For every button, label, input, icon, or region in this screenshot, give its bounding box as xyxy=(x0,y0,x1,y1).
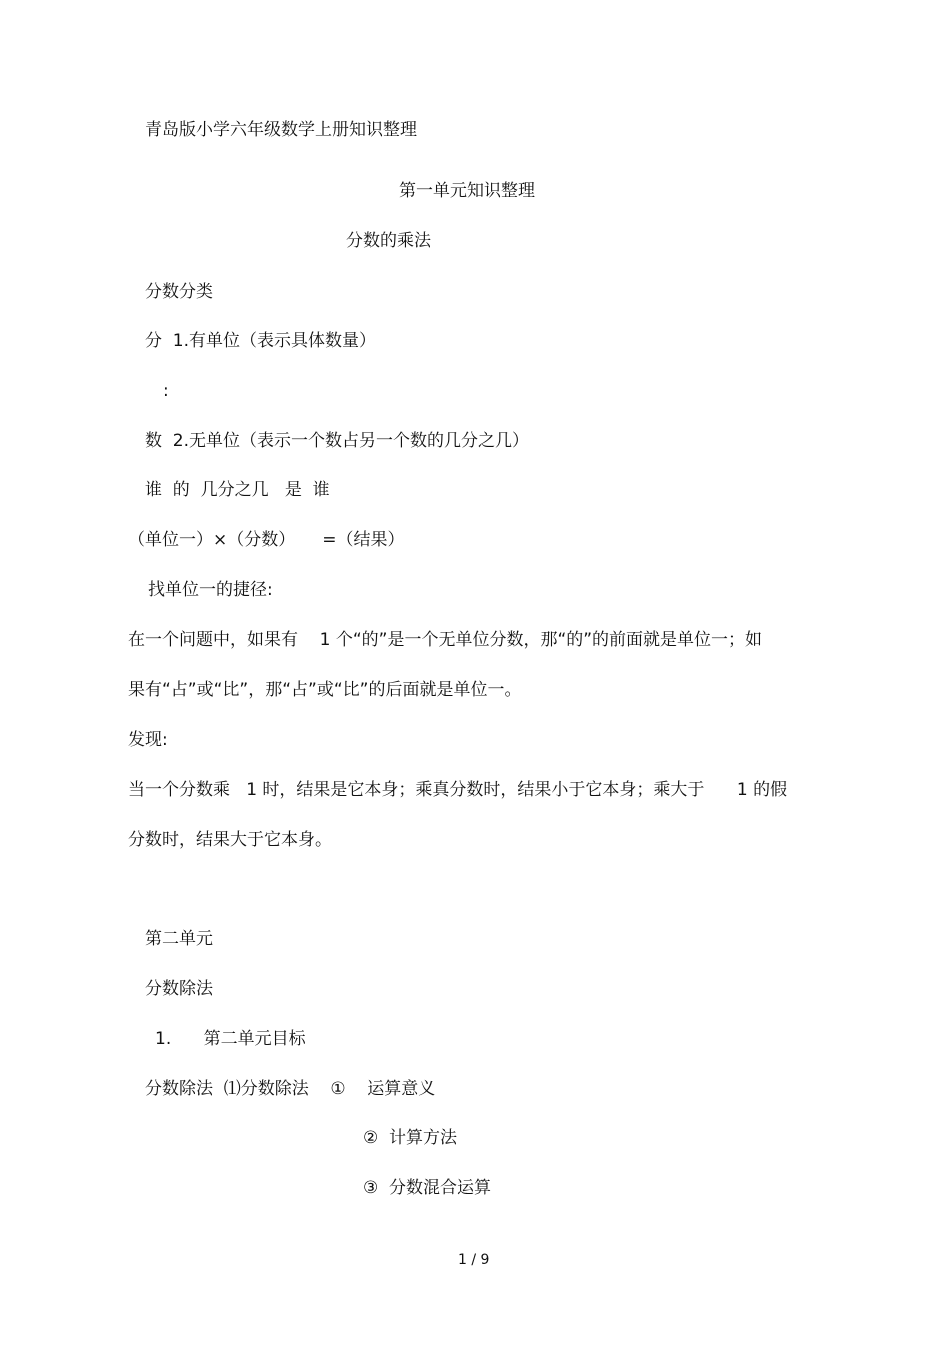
shortcut-paragraph-line-1: 在一个问题中，如果有 1 个“的”是一个无单位分数，那“的”的前面就是单位一；如 xyxy=(128,630,763,650)
pattern-line: 谁 的 几分之几 是 谁 xyxy=(145,480,330,500)
discovery-paragraph-line-2: 分数时，结果大于它本身。 xyxy=(128,830,332,850)
unit2-outline-line-2: ② 计算方法 xyxy=(363,1128,458,1148)
document-title: 青岛版小学六年级数学上册知识整理 xyxy=(145,120,417,140)
discovery-title: 发现: xyxy=(128,730,168,750)
classification-title: 分数分类 xyxy=(145,282,213,302)
formula-line: （单位一）×（分数） =（结果） xyxy=(128,530,405,550)
classification-item-2: 数 2.无单位（表示一个数占另一个数的几分之几） xyxy=(145,431,530,451)
shortcut-paragraph-line-2: 果有“占”或“比”，那“占”或“比”的后面就是单位一。 xyxy=(128,680,522,700)
unit2-goal: 1. 第二单元目标 xyxy=(155,1029,306,1049)
discovery-paragraph-line-1: 当一个分数乘 1 时，结果是它本身；乘真分数时，结果小于它本身；乘大于 1 的假 xyxy=(128,780,788,800)
unit2-heading: 第二单元 xyxy=(145,929,213,949)
unit2-outline-line-1: 分数除法 ⑴分数除法 ① 运算意义 xyxy=(145,1079,436,1099)
unit2-subheading: 分数除法 xyxy=(145,979,213,999)
classification-item-1: 分 1.有单位（表示具体数量） xyxy=(145,331,377,351)
classification-colon: : xyxy=(163,381,169,401)
unit2-outline-line-3: ③ 分数混合运算 xyxy=(363,1178,492,1198)
unit1-subheading: 分数的乘法 xyxy=(346,231,431,251)
page-number: 1 / 9 xyxy=(458,1252,490,1268)
unit1-heading: 第一单元知识整理 xyxy=(399,181,535,201)
shortcut-title: 找单位一的捷径: xyxy=(148,580,273,600)
